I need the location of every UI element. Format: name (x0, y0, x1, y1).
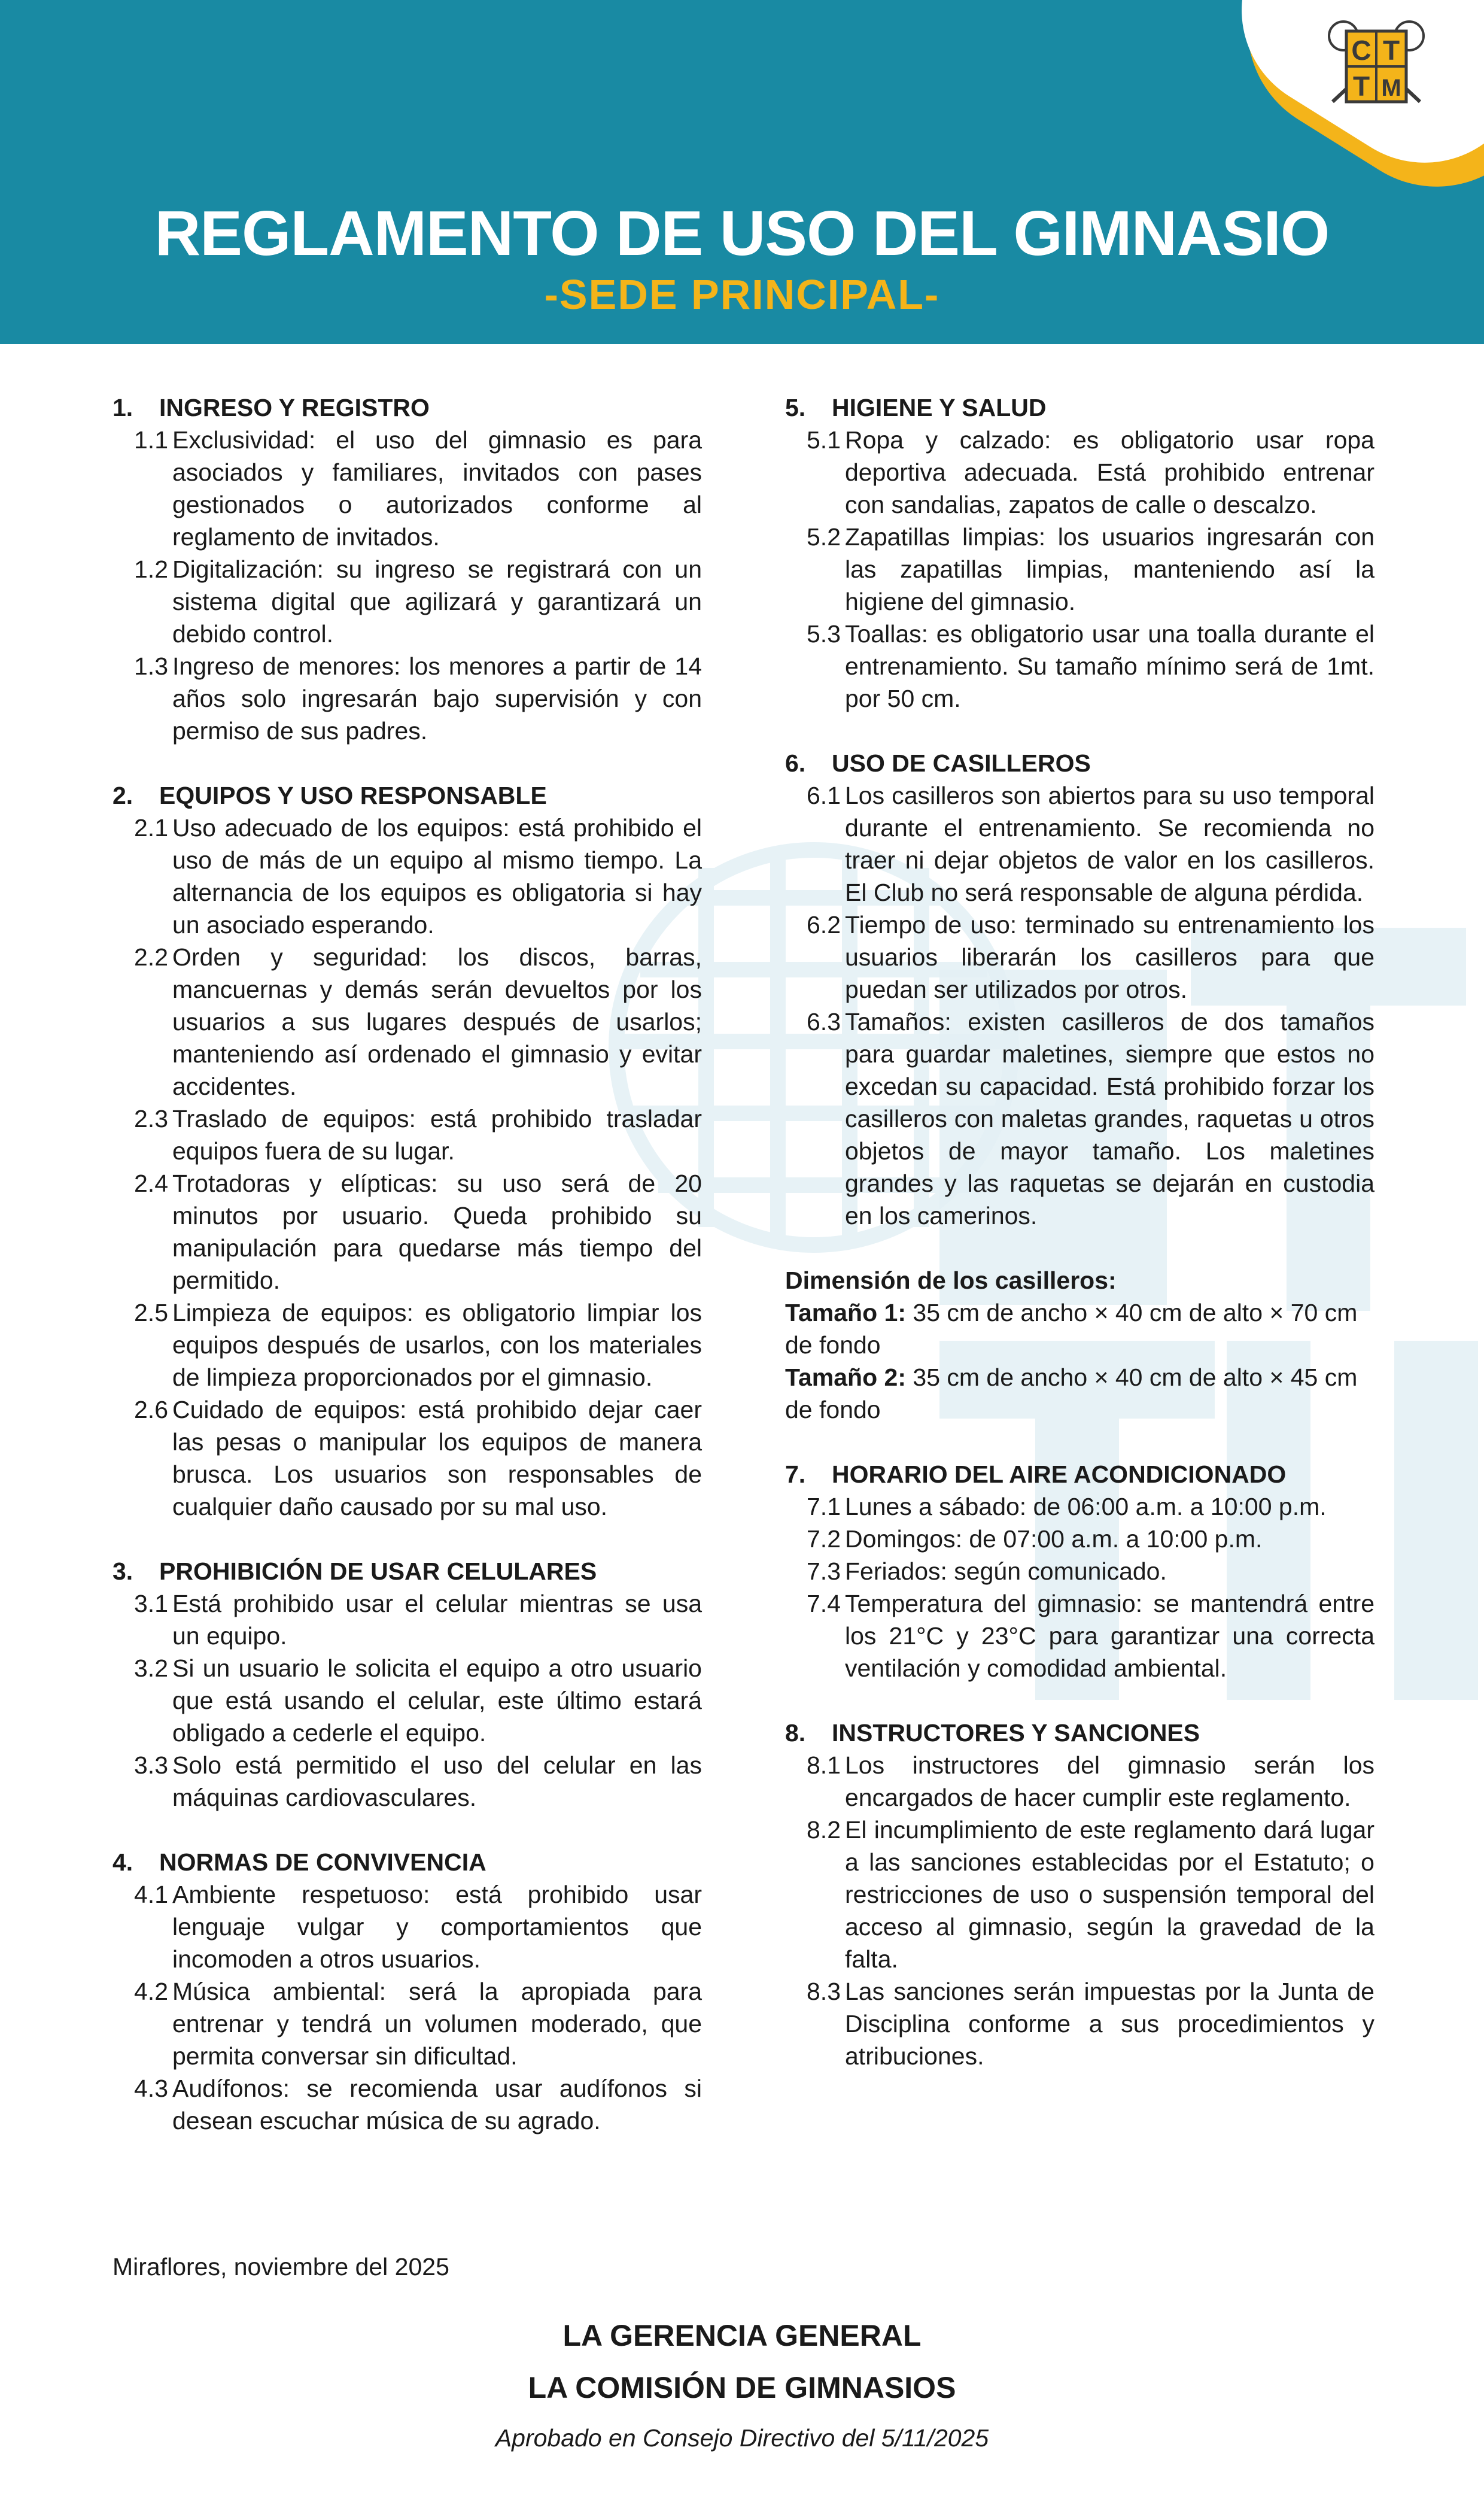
rule-item (785, 1749, 1374, 1814)
rule-text: Exclusividad: el uso del gimnasio es para asociados y familiares, invitados con pases gestionados o autorizados conforme al reglamento de invitados. (172, 426, 702, 551)
locker-dimensions (785, 1264, 1374, 1426)
rule-item (112, 1103, 702, 1167)
section-heading: PROHIBICIÓN DE USAR CELULARES (159, 1557, 597, 1585)
rule-text: Tamaños: existen casilleros de dos tamaños para guardar maletines, siempre que estos no excedan su capacidad. Está prohibido forzar los casilleros con maletas grandes, raquetas u otros objetos de mayor tamaño. Los maletines grandes y las raquetas se dejarán en custodia en los camerinos. (845, 1008, 1374, 1229)
section-heading: INSTRUCTORES Y SANCIONES (832, 1719, 1200, 1747)
rule-text: Música ambiental: será la apropiada para entrenar y tendrá un volumen moderado, que permita conversar sin dificultad. (172, 1978, 702, 2070)
rule-number: 4.1 (134, 1881, 168, 1908)
section-6 (785, 747, 1374, 1232)
rule-text: Toallas: es obligatorio usar una toalla durante el entrenamiento. Su tamaño mínimo será de 1mt. por 50 cm. (845, 620, 1374, 712)
rule-item (785, 1523, 1374, 1555)
rule-item (785, 1975, 1374, 2072)
rule-number: 7.3 (807, 1557, 841, 1585)
section-number: 6. (785, 749, 806, 777)
rule-item (112, 941, 702, 1103)
section-number: 5. (785, 394, 806, 421)
section-title (785, 747, 1374, 779)
rule-item (785, 1490, 1374, 1523)
rule-number: 5.1 (807, 426, 841, 454)
rule-text: Los instructores del gimnasio serán los encargados de hacer cumplir este reglamento. (845, 1751, 1374, 1811)
section-number: 1. (112, 394, 133, 421)
rule-number: 5.2 (807, 523, 841, 551)
rule-text: Solo está permitido el uso del celular en las máquinas cardiovasculares. (172, 1751, 702, 1811)
rule-number: 7.2 (807, 1525, 841, 1553)
rule-item (112, 1652, 702, 1749)
locker-size-text: 35 cm de ancho × 40 cm de alto × 45 cm de fondo (785, 1364, 1358, 1423)
section-number: 8. (785, 1719, 806, 1747)
rule-text: Las sanciones serán impuestas por la Junta de Disciplina conforme a sus procedimientos y atribuciones. (845, 1978, 1374, 2070)
locker-dimensions-title: Dimensión de los casilleros: (785, 1267, 1117, 1294)
rule-number: 8.3 (807, 1978, 841, 2005)
rule-item (112, 1587, 702, 1652)
rule-text: Orden y seguridad: los discos, barras, mancuernas y demás serán devueltos por los usuarios a sus lugares después de usarlos; manteniendo así ordenado el gimnasio y evitar accidentes. (172, 943, 702, 1100)
locker-size-label: Tamaño 1: (785, 1299, 906, 1326)
section-4 (112, 1846, 702, 2137)
signature-gerencia: LA GERENCIA GENERAL (562, 2319, 922, 2352)
section-title (785, 1458, 1374, 1490)
rule-item (785, 1814, 1374, 1975)
rule-text: Uso adecuado de los equipos: está prohibido el uso de más de un equipo al mismo tiempo. La alternancia de los equipos es obligatoria si hay un asociado esperando. (172, 814, 702, 939)
section-heading: INGRESO Y REGISTRO (159, 394, 430, 421)
rule-text: Cuidado de equipos: está prohibido dejar caer las pesas o manipular los equipos de manera brusca. Los usuarios son responsables de cualquier daño causado por su mal uso. (172, 1396, 702, 1520)
section-title (112, 779, 702, 812)
rule-number: 2.3 (134, 1105, 168, 1132)
rule-number: 3.3 (134, 1751, 168, 1779)
rule-number: 4.2 (134, 1978, 168, 2005)
rule-text: Digitalización: su ingreso se registrará con un sistema digital que agilizará y garantizará un debido control. (172, 555, 702, 648)
rule-item (785, 1555, 1374, 1587)
approval-note: Aprobado en Consejo Directivo del 5/11/2025 (495, 2424, 989, 2452)
section-title (112, 1555, 702, 1587)
rule-text: Temperatura del gimnasio: se mantendrá entre los 21°C y 23°C para garantizar una correcta ventilación y comodidad ambiental. (845, 1590, 1374, 1682)
section-number: 3. (112, 1557, 133, 1585)
rule-text: Ambiente respetuoso: está prohibido usar lenguaje vulgar y comportamientos que incomoden a otros usuarios. (172, 1881, 702, 1973)
rule-item (112, 650, 702, 747)
rule-text: Traslado de equipos: está prohibido trasladar equipos fuera de su lugar. (172, 1105, 702, 1165)
right-column (785, 391, 1374, 2105)
rule-item (112, 1167, 702, 1296)
rule-item (785, 1006, 1374, 1232)
section-title (785, 1717, 1374, 1749)
rule-number: 2.6 (134, 1396, 168, 1423)
rule-number: 7.1 (807, 1493, 841, 1520)
rule-text: Está prohibido usar el celular mientras se usa un equipo. (172, 1590, 702, 1650)
rule-item (785, 618, 1374, 715)
rule-number: 2.5 (134, 1299, 168, 1326)
rule-text: Feriados: según comunicado. (845, 1557, 1167, 1585)
rule-item (112, 1878, 702, 1975)
club-logo-icon (1325, 18, 1427, 114)
rule-item (785, 424, 1374, 521)
place-date: Miraflores, noviembre del 2025 (112, 2253, 449, 2281)
rule-text: Tiempo de uso: terminado su entrenamiento los usuarios liberarán los casilleros para que puedan ser utilizados por otros. (845, 911, 1374, 1003)
section-heading: USO DE CASILLEROS (832, 749, 1091, 777)
rule-item (112, 1749, 702, 1814)
rule-text: Ingreso de menores: los menores a partir de 14 años solo ingresarán bajo supervisión y con permiso de sus padres. (172, 652, 702, 745)
rule-number: 2.2 (134, 943, 168, 971)
rule-number: 1.2 (134, 555, 168, 583)
rule-number: 5.3 (807, 620, 841, 648)
rule-number: 1.3 (134, 652, 168, 680)
rule-item (785, 909, 1374, 1006)
page-subtitle: -SEDE PRINCIPAL- (544, 271, 940, 318)
rule-item (785, 521, 1374, 618)
rule-number: 1.1 (134, 426, 168, 454)
rule-text: Los casilleros son abiertos para su uso temporal durante el entrenamiento. Se recomienda no traer ni dejar objetos de valor en los casilleros. El Club no será responsable de alguna pérdida. (845, 782, 1374, 906)
logo-letter-2: T (1382, 35, 1400, 66)
rule-item (112, 424, 702, 553)
rule-text: Trotadoras y elípticas: su uso será de 20 minutos por usuario. Queda prohibido su manipulación para quedarse más tiempo del permitido. (172, 1170, 702, 1294)
rule-item (112, 553, 702, 650)
rule-item (112, 2072, 702, 2137)
locker-size-text: 35 cm de ancho × 40 cm de alto × 70 cm de fondo (785, 1299, 1358, 1359)
rule-item (112, 1975, 702, 2072)
rule-item (112, 812, 702, 941)
section-heading: HORARIO DEL AIRE ACONDICIONADO (832, 1460, 1287, 1488)
rule-item (112, 1393, 702, 1523)
rule-item (785, 779, 1374, 909)
rule-text: Lunes a sábado: de 06:00 a.m. a 10:00 p.m. (845, 1493, 1327, 1520)
section-number: 7. (785, 1460, 806, 1488)
section-5 (785, 391, 1374, 715)
rule-number: 2.1 (134, 814, 168, 842)
locker-size-label: Tamaño 2: (785, 1364, 906, 1391)
rule-number: 7.4 (807, 1590, 841, 1617)
rule-text: Domingos: de 07:00 a.m. a 10:00 p.m. (845, 1525, 1263, 1553)
rule-text: Limpieza de equipos: es obligatorio limpiar los equipos después de usarlos, con los materiales de limpieza proporcionados por el gimnasio. (172, 1299, 702, 1391)
section-title (112, 391, 702, 424)
rule-number: 4.3 (134, 2075, 168, 2102)
section-8 (785, 1717, 1374, 2072)
left-column (112, 391, 702, 2169)
signature-comision: LA COMISIÓN DE GIMNASIOS (528, 2371, 956, 2404)
rule-item (785, 1587, 1374, 1684)
section-title (785, 391, 1374, 424)
section-2 (112, 779, 702, 1523)
locker-size-2 (785, 1361, 1374, 1426)
section-number: 2. (112, 782, 133, 809)
rule-number: 8.1 (807, 1751, 841, 1779)
rule-number: 3.1 (134, 1590, 168, 1617)
section-1 (112, 391, 702, 747)
logo-letter-3: T (1352, 71, 1370, 102)
section-3 (112, 1555, 702, 1814)
section-7 (785, 1458, 1374, 1684)
section-heading: NORMAS DE CONVIVENCIA (159, 1848, 486, 1876)
section-heading: HIGIENE Y SALUD (832, 394, 1047, 421)
rule-text: Si un usuario le solicita el equipo a otro usuario que está usando el celular, este último estará obligado a cederle el equipo. (172, 1654, 702, 1747)
rule-text: Audífonos: se recomienda usar audífonos si desean escuchar música de su agrado. (172, 2075, 702, 2134)
rule-number: 6.2 (807, 911, 841, 939)
rule-text: Zapatillas limpias: los usuarios ingresarán con las zapatillas limpias, manteniendo así la higiene del gimnasio. (845, 523, 1374, 615)
section-title (112, 1846, 702, 1878)
rule-number: 8.2 (807, 1816, 841, 1844)
logo-letter-1: C (1351, 35, 1372, 66)
header-banner (0, 0, 1484, 344)
section-number: 4. (112, 1848, 133, 1876)
rule-item (112, 1296, 702, 1393)
logo-letter-4: M (1381, 75, 1401, 101)
rule-number: 2.4 (134, 1170, 168, 1197)
rule-number: 6.3 (807, 1008, 841, 1036)
page-title: REGLAMENTO DE USO DEL GIMNASIO (154, 198, 1330, 269)
rule-text: El incumplimiento de este reglamento dará lugar a las sanciones establecidas por el Estatuto; o restricciones de uso o suspensión temporal del acceso al gimnasio, según la gravedad de la falta. (845, 1816, 1374, 1973)
rule-text: Ropa y calzado: es obligatorio usar ropa deportiva adecuada. Está prohibido entrenar con sandalias, zapatos de calle o descalzo. (845, 426, 1374, 518)
locker-size-1 (785, 1296, 1374, 1361)
section-heading: EQUIPOS Y USO RESPONSABLE (159, 782, 547, 809)
rule-number: 6.1 (807, 782, 841, 809)
rule-number: 3.2 (134, 1654, 168, 1682)
